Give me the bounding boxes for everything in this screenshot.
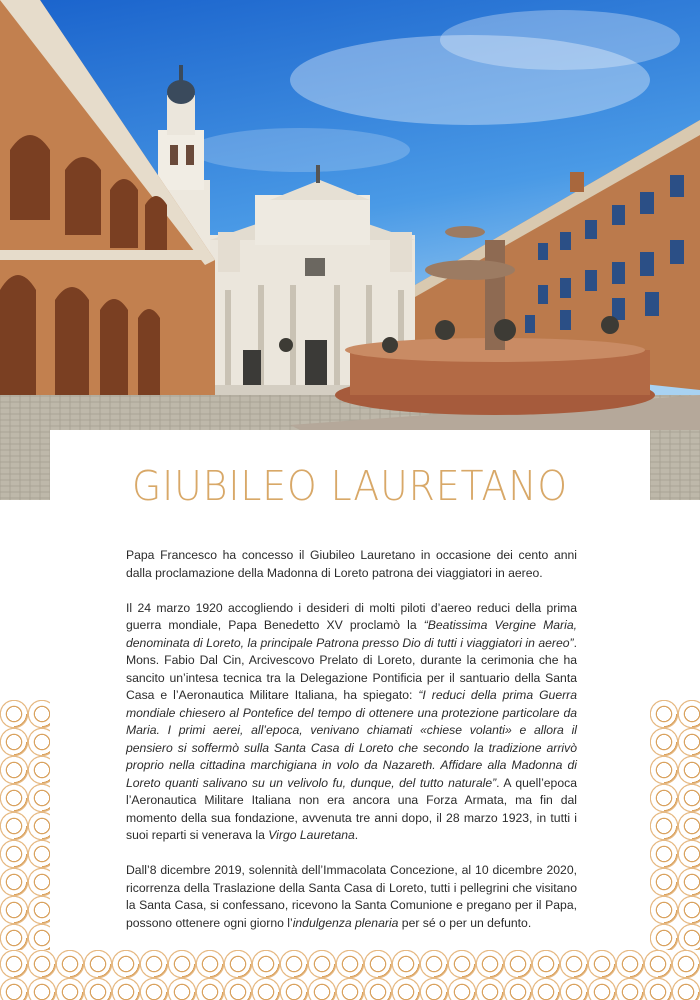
page-title: GIUBILEO LAURETANO	[131, 462, 569, 510]
text-run: . A quell’epoca l’Aeronautica Militare Italiana non era ancora una Forza Armata, ma fin dal momento della sua fondazione, avvenuta tre anni dopo, il 28 marzo 1923, in tutti i suoi reparti si venerava la	[126, 775, 577, 842]
text-run: .	[354, 828, 359, 842]
text-run: per sé o per un defunto.	[398, 915, 532, 930]
text-run: Dall’8 dicembre 2019, solennità dell’Immacolata Concezione, al 10 dicembre 2020, ricorrenza della Traslazione della Santa Casa di Loreto, tutti i pellegrini che visitano la Santa Casa, si confessano, ricevono la Santa Comunione e pregano per il Papa, possono ottenere ogni giorno l’	[126, 863, 577, 930]
article-body	[126, 547, 577, 950]
italic-text-run: “Beatissima Vergine Maria, denominata di Loreto, la principale Patrona presso Dio di tutti i viaggiatori in aereo”	[126, 618, 577, 650]
paragraph	[126, 547, 577, 582]
text-run: Il 24 marzo 1920 accogliendo i desideri di molti piloti d’aereo reduci della prima guerra mondiale, Papa Benedetto XV proclamò la	[126, 600, 577, 632]
article-card	[50, 430, 650, 950]
text-run: Papa Francesco ha concesso il Giubileo Lauretano in occasione dei cento anni dalla proclamazione della Madonna di Loreto patrona dei viaggiatori in aereo.	[126, 548, 577, 580]
paragraph	[126, 862, 577, 932]
text-run: . Mons. Fabio Dal Cin, Arcivescovo Prelato di Loreto, durante la cerimonia che ha sancito un’intesa tecnica tra la Delegazione Pontificia per il santuario della Santa Casa e l’Aeronautica Militare Italiana, ha spiegato:	[126, 635, 577, 702]
italic-text-run: indulgenza plenaria	[292, 915, 399, 930]
paragraph	[126, 600, 577, 845]
italic-text-run: “I reduci della prima Guerra mondiale chiesero al Pontefice del tempo di ottenere una protezione particolare da Maria. I primi aerei, all’epoca, venivano chiamati «chiese volanti» e allora il pensiero si soffermò sulla Santa Casa di Loreto che secondo la tradizione arrivò proprio nella cittadina marchigiana in volo da Nazareth. Affidare alla Madonna di Loreto quanti salivano su un velivolo fu, dunque, del tutto naturale”	[126, 688, 577, 790]
italic-text-run: Virgo Lauretana	[268, 828, 355, 842]
ornament-pattern-bottom	[0, 950, 700, 1000]
